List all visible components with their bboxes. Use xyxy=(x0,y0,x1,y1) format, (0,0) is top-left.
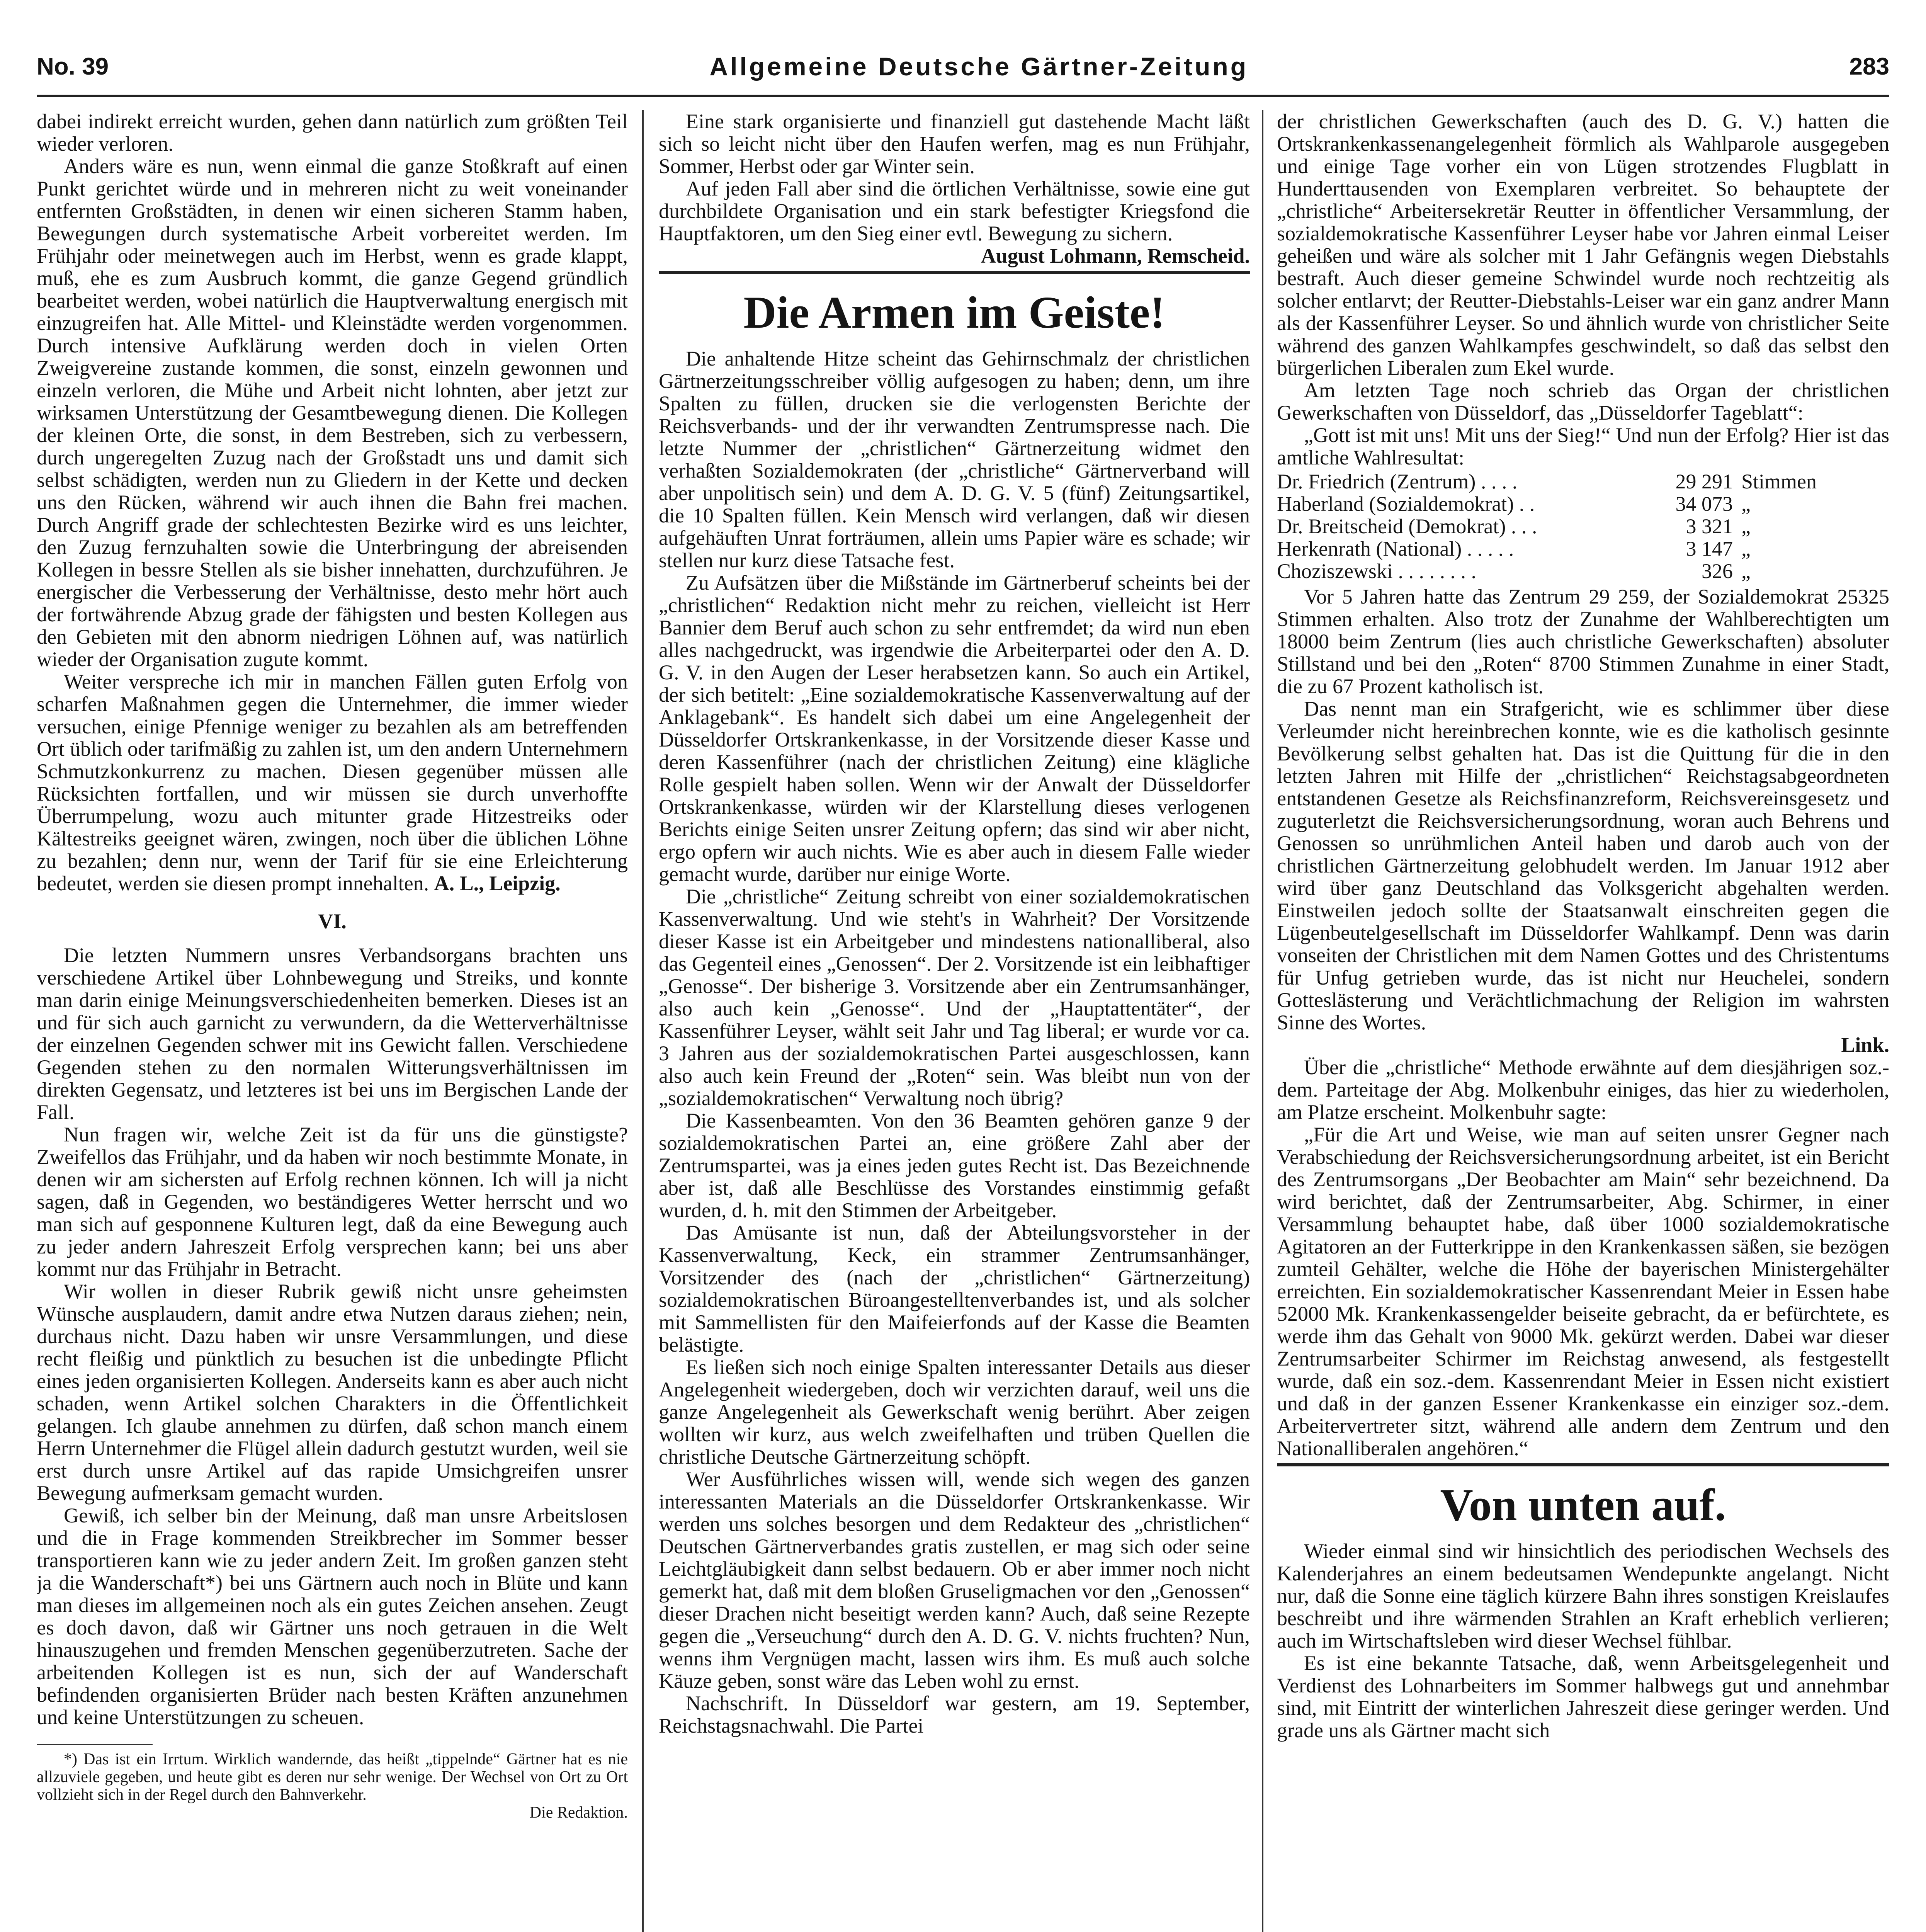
section-number: VI. xyxy=(318,910,347,933)
paragraph: Wieder einmal sind wir hinsichtlich des periodischen Wechsels des Kalenderjahres an einem bedeutsamen Wendepunkte angelangt. Nicht nur, daß die Sonne eine täglich kürzere Bahn ihres sonstigen Kreislaufes beschreibt und ihre wärmenden Strahlen an Kraft erheblich verlieren; auch im Wirtschaftsleben wird dieser Wechsel fühlbar. xyxy=(1277,1539,1889,1652)
column-divider-2 xyxy=(1262,110,1263,1932)
footnote: *) Das ist ein Irrtum. Wirklich wandernde, das heißt „tippelnde“ Gärtner hat es nie allzuviele gegeben, und heute gibt es deren nur sehr wenige. Der Wechsel von Ort zu Ort vollzieht sich in der Regel durch den Bahnverkehr. xyxy=(37,1750,628,1804)
candidate-name: Dr. Breitscheid (Demokrat) . . . xyxy=(1277,515,1537,538)
result-row xyxy=(1277,560,1889,582)
paragraph: Die anhaltende Hitze scheint das Gehirnschmalz der christlichen Gärtnerzeitungsschreiber völlig aufgesogen zu haben; denn, um ihre Spalten zu füllen, drucken sie die verlogensten Berichte der Reichsverbands- und der ihr verwandten Zentrumspresse nach. Die letzte Nummer der „christlichen“ Gärtnerzeitung widmet den verhaßten Sozialdemokraten (der „christliche“ Gärtnerverband will aber unpolitisch sein) und dem A. D. G. V. 5 (fünf) Zeitungsartikel, die 10 Spalten füllen. Kein Mensch wird verlangen, daß wir diesen aufgehäuften Unrat forträumen, allein ums Papier wäre es schade; wir stellen nur kurz diese Tatsache fest. xyxy=(659,347,1250,572)
paragraph: der christlichen Gewerkschaften (auch des D. G. V.) hatten die Ortskrankenkassenangelegenheit förmlich als Wahlparole ausgegeben und einige Tage vorher ein von Lügen strotzendes Flugblatt in Hunderttausenden von Exemplaren verbreitet. So behauptete der „christliche“ Arbeitersekretär Reutter in öffentlicher Versammlung, der sozialdemokratische Kassenführer Leyser habe vor Jahren einmal Leiser geheißen und wäre als solcher mit 1 Jahr Gefängnis wegen Diebstahls bestraft. Auch dieser gemeine Schwindel wurde noch rechtzeitig als solcher entlarvt; der Reutter-Diebstahls-Leiser war ein ganz andrer Mann als der Kassenführer Leyser. So und ähnlich wurde von christlicher Seite während des ganzen Wahlkampfes geschwindelt, so daß das selbst den bürgerlichen Liberalen zum Ekel wurde. xyxy=(1277,110,1889,379)
paragraph: Auf jeden Fall aber sind die örtlichen Verhältnisse, sowie eine gut durchbildete Organisation und ein stark befestigter Kriegsfond die Hauptfaktoren, um den Sieg einer evtl. Bewegung zu sichern. xyxy=(659,177,1250,245)
paragraph-text: Weiter verspreche ich mir in manchen Fällen guten Erfolg von scharfen Maßnahmen gegen die Unternehmer, die immer wieder versuchen, einige Pfennige weniger zu bezahlen als am betreffenden Ort üblich oder tarifmäßig zu zahlen ist, um den andern Unternehmern Schmutzkonkurrenz zu machen. Diesen gegenüber müssen alle Rücksichten fortfallen, und wir müssen sie durch unverhoffte Überrumpelung, wozu auch mitunter grade Hitzestreiks oder Kältestreiks geeignet wären, zwingen, noch über die üblichen Löhne zu bezahlen; denn nur, wenn der Tarif für sie eine Erleichterung bedeutet, werden sie diesen prompt innehalten. xyxy=(37,670,628,895)
paragraph: dabei indirekt erreicht wurden, gehen dann natürlich zum größten Teil wieder verloren. xyxy=(37,110,628,155)
paragraph xyxy=(37,670,628,895)
vote-unit: „ xyxy=(1741,560,1751,583)
article-title: Die Armen im Geiste! xyxy=(743,287,1165,338)
candidate-name: Dr. Friedrich (Zentrum) . . . . xyxy=(1277,470,1518,493)
candidate-name: Herkenrath (National) . . . . . xyxy=(1277,537,1514,560)
column-3 xyxy=(1277,110,1889,1932)
paragraph: Gewiß, ich selber bin der Meinung, daß man unsre Arbeitslosen und die in Frage kommenden Streikbrecher im Sommer besser transportieren kann wie zu jeder andern Zeit. Im großen ganzen steht ja die Wanderschaft*) bei uns Gärtnern auch noch in Blüte und kann man dieses im allgemeinen noch als ein gutes Zeichen ansehen. Zeugt es doch davon, daß wir Gärtner uns noch getrauen in die Welt hinauszugehen und fremden Menschen gegenüberzutreten. Sache der arbeitenden Kollegen ist es nun, sich der auf Wanderschaft befindenden organisierten Brüder nach besten Kräften anzunehmen und keine Unterstützungen zu scheuen. xyxy=(37,1504,628,1729)
result-row xyxy=(1277,493,1889,515)
paragraph: Über die „christliche“ Methode erwähnte auf dem diesjährigen soz.-dem. Parteitage der Abg. Molkenbuhr einiges, das hier zu wiederholen, am Platze erscheint. Molkenbuhr sagte: xyxy=(1277,1056,1889,1124)
result-row xyxy=(1277,470,1889,493)
paragraph: Es ließen sich noch einige Spalten interessanter Details aus dieser Angelegenheit wiedergeben, doch wir verzichten darauf, weil uns die ganze Angelegenheit als Gewerkschaft wenig berührt. Aber zeigen wollten wir kurz, aus welch zweifelhaften und trüben Quellen die christliche Deutsche Gärtnerzeitung schöpft. xyxy=(659,1355,1250,1468)
paragraph: Die „christliche“ Zeitung schreibt von einer sozialdemokratischen Kassenverwaltung. Und wie steht's in Wahrheit? Der Vorsitzende dieser Kasse ist ein Arbeitgeber und mindestens nationalliberal, also das Gegenteil eines „Genossen“. Der 2. Vorsitzende ist ein leibhaftiger „Genosse“. Der bisherige 3. Vorsitzende aber ein Zentrumsanhänger, also auch kein „Genosse“. Und der „Hauptattentäter“, der Kassenführer Leyser, wählt seit Jahr und Tag liberal; er wurde vor ca. 3 Jahren aus der sozialdemokratischen Partei ausgeschlossen, kann also auch kein Freund der „Roten“ sein. Was bleibt nun von der „sozialdemokratischen“ Verwaltung noch übrig? xyxy=(659,885,1250,1110)
paragraph: Das nennt man ein Strafgericht, wie es schlimmer über diese Verleumder nicht hereinbrechen konnte, wie es die katholisch gesinnte Bevölkerung selbst gehalten hat. Das ist die Quittung für die in den letzten Jahren mit Hilfe der „christlichen“ Reichstagsabgeordneten entstandenen Gesetze als Reichsfinanzreform, Reichsvereinsgesetz und zuguterletzt die Reichsversicherungsordnung, woran auch Behrens und Genossen so unrühmlichen Anteil haben und darob auch von der christlichen Gärtnerzeitung gelobhudelt werden. Im Januar 1912 aber wird über ganz Deutschland das Volksgericht abgehalten werden. Einstweilen jedoch sollte der Staatsanwalt einschreiten gegen die Lügenbeutelgesellschaft im Düsseldorfer Wahlkampf. Denn was darin vonseiten der Christlichen mit dem Namen Gottes und des Christentums für Unfug getrieben wurde, das ist nicht nur Heuchelei, sondern Gotteslästerung und Verächtlichmachung der Religion im wahrsten Sinne des Wortes. xyxy=(1277,697,1889,1034)
column-2 xyxy=(659,110,1250,1932)
vote-unit: Stimmen xyxy=(1741,470,1817,493)
vote-count: 34 073 xyxy=(1675,492,1733,515)
newspaper-title: Allgemeine Deutsche Gärtner-Zeitung xyxy=(709,52,1249,81)
paragraph: Am letzten Tage noch schrieb das Organ der christlichen Gewerkschaften von Düsseldorf, das „Düsseldorfer Tageblatt“: xyxy=(1277,379,1889,424)
paragraph: Zu Aufsätzen über die Mißstände im Gärtnerberuf scheints bei der „christlichen“ Redaktion nicht mehr zu reichen, vielleicht ist Herr Bannier dem Beruf auch schon zu sehr entfremdet; da wird nun eben alles nachgedruckt, was irgendwie die Arbeiterpartei oder den A. D. G. V. in den Augen der Leser herabsetzen kann. So auch ein Artikel, der sich betitelt: „Eine sozialdemokratische Kassenverwaltung auf der Anklagebank“. Es handelt sich dabei um eine Angelegenheit der Düsseldorfer Ortskrankenkasse, in der Vorsitzende dieser Kasse und deren Kassenführer (nach der christlichen Zeitung) eine klägliche Rolle gespielt haben sollen. Wenn wir der Anwalt der Düsseldorfer Ortskrankenkasse, würden wir der Klarstellung dieses verlogenen Berichts einige Seiten unsrer Zeitung opfern; das sind wir aber nicht, ergo opfern wir auch nichts. Wie es aber auch in diesem Falle wieder gemacht wurde, darüber nur einige Worte. xyxy=(659,571,1250,886)
article-rule xyxy=(1277,1463,1889,1466)
paragraph: Das Amüsante ist nun, daß der Abteilungsvorsteher in der Kassenverwaltung, Keck, ein strammer Zentrumsanhänger, Vorsitzender des (nach der „christlichen“ Gärtnerzeitung) sozialdemokratischen Büroangestelltenverbandes ist, und als solcher mit Sammellisten für den Maifeierfonds auf der Kasse die Beamten belästigte. xyxy=(659,1221,1250,1356)
paragraph: Vor 5 Jahren hatte das Zentrum 29 259, der Sozialdemokrat 25325 Stimmen erhalten. Also trotz der Zunahme der Wahlberechtigten um 18000 beim Zentrum (lies auch christliche Gewerkschaften) absoluter Stillstand und bei den „Roten“ 8700 Stimmen Zunahme in einer Stadt, die zu 67 Prozent katholisch ist. xyxy=(1277,585,1889,698)
page-number: 283 xyxy=(1849,53,1889,80)
article-title: Von unten auf. xyxy=(1440,1480,1726,1530)
result-row xyxy=(1277,537,1889,560)
paragraph: Nun fragen wir, welche Zeit ist da für uns die günstigste? Zweifellos das Frühjahr, und da haben wir noch bestimmte Monate, in denen wir am sichersten auf Erfolg rechnen können. Ich will ja nicht sagen, daß in Gegenden, wo beständigeres Wetter herrscht und wo man sich auf gesponnene Kulturen legt, daß da eine Bewegung auch zu jeder andern Jahreszeit Erfolg versprechen kann; bei uns aber kommt nur das Frühjahr in Betracht. xyxy=(37,1123,628,1281)
vote-unit: „ xyxy=(1741,537,1751,560)
candidate-name: Haberland (Sozialdemokrat) . . xyxy=(1277,492,1535,515)
author-signature: Link. xyxy=(1841,1033,1889,1056)
footnote-signature: Die Redaktion. xyxy=(529,1804,628,1821)
header-rule xyxy=(37,95,1889,97)
vote-unit: „ xyxy=(1741,515,1751,538)
author-signature: August Lohmann, Remscheid. xyxy=(981,244,1250,267)
quotation: „Für die Art und Weise, wie man auf seiten unsrer Gegner nach Verabschiedung der Reichsversicherungsordnung arbeitet, ist ein Bericht des Zentrumsorgans „Der Beobachter am Main“ sehr bezeichnend. Da wird berichtet, daß der Zentrumsarbeiter, Abg. Schirmer, in einer Versammlung behauptet habe, daß über 1000 sozialdemokratische Agitatoren an der Futterkrippe in den Krankenkassen säßen, sie bezögen zumteil Gehälter, welche die Höhe der bayerischen Ministergehälter erreichten. Ein sozialdemokratischer Kassenrendant Meier in Essen habe 52000 Mk. Krankenkassengelder beiseite gebracht, da er befürchtete, es werde ihm das Gehalt von 9000 Mk. gekürzt werden. Dabei war dieser Zentrumsarbeiter Schirmer im Reichstag anwesend, als festgestellt wurde, daß ein soz.-dem. Kassenrendant Meier in Essen nicht existiert und daß in der ganzen Essener Krankenkasse ein einziger soz.-dem. Arbeitervertreter sitzt, während alle andern dem Zentrum und den Nationalliberalen angehören.“ xyxy=(1277,1123,1889,1460)
column-divider-1 xyxy=(642,110,644,1932)
paragraph: Es ist eine bekannte Tatsache, daß, wenn Arbeitsgelegenheit und Verdienst des Lohnarbeiters im Sommer halbwegs gut und annehmbar sind, mit Eintritt der winterlichen Jahreszeit diese geringer werden. Und grade uns als Gärtner macht sich xyxy=(1277,1651,1889,1742)
candidate-name: Choziszewski . . . . . . . . xyxy=(1277,560,1476,583)
paragraph: „Gott ist mit uns! Mit uns der Sieg!“ Und nun der Erfolg? Hier ist das amtliche Wahlresultat: xyxy=(1277,423,1889,469)
page-header xyxy=(37,43,1889,90)
column-1 xyxy=(37,110,628,1932)
vote-count: 326 xyxy=(1702,560,1733,583)
footnote-rule xyxy=(37,1744,153,1745)
paragraph: Eine stark organisierte und finanziell gut dastehende Macht läßt sich so leicht nicht über den Haufen werfen, mag es nun Frühjahr, Sommer, Herbst oder gar Winter sein. xyxy=(659,110,1250,178)
vote-count: 3 321 xyxy=(1686,515,1733,538)
vote-count: 3 147 xyxy=(1686,537,1733,560)
paragraph: Wir wollen in dieser Rubrik gewiß nicht unsre geheimsten Wünsche ausplaudern, damit andre etwa Nutzen daraus ziehen; nein, durchaus nicht. Dazu haben wir unsre Versammlungen, und diese recht fleißig und pünktlich zu besuchen ist die unbedingte Pflicht eines jeden organisierten Kollegen. Anderseits kann es aber auch nicht schaden, wenn Artikel solchen Charakters in die Öffentlichkeit gelangen. Ich glaube annehmen zu dürfen, daß schon manch einem Herrn Unternehmer die Flügel allein dadurch gestutzt wurden, weil sie erst durch unsre Artikel auf das rapide Umsichgreifen unsrer Bewegung aufmerksam gemacht wurden. xyxy=(37,1280,628,1505)
paragraph: Anders wäre es nun, wenn einmal die ganze Stoßkraft auf einen Punkt gerichtet würde und in mehreren nicht zu weit voneinander entfernten Großstädten, in denen wir einen sicheren Stamm haben, Bewegungen durch systematische Arbeit vorbereitet werden. Im Frühjahr oder meinetwegen auch im Herbst, wenn es grade klappt, muß, ehe es zum Ausbruch kommt, die ganze Gegend gründlich bearbeitet werden, wobei natürlich die Hauptverwaltung energisch mit einzugreifen hat. Alle Mittel- und Kleinstädte werden vorgenommen. Durch intensive Aufklärung werden doch in vielen Orten Zweigvereine zustande kommen, die sonst, einzeln gewonnen und einzeln verloren, die Mühe und Arbeit nicht lohnten, aber jetzt zur wirksamen Unterstützung der Gesamtbewegung dienen. Die Kollegen der kleinen Orte, die sonst, in dem Bestreben, sich zu verbessern, durch ungeregelten Zuzug nach der Großstadt uns und damit sich selbst schädigten, werden nun zu Gliedern in der Kette und decken uns den Rücken, während wir auch ihnen die Bahn frei machen. Durch Angriff grade der schlechtesten Bezirke wird es uns leichter, den Zuzug fernzuhalten sowie die Unterbringung der abreisenden Kollegen in bessre Stellen als sie bisher innehatten, durchzuführen. Je energischer die Verbesserung der Verhältnisse, desto mehr hört auch der fortwährende Abzug grade der fähigsten und besten Kollegen aus den Gebieten mit den abnorm niedrigen Löhnen auf, was natürlich wieder der Organisation zugute kommt. xyxy=(37,155,628,671)
election-results xyxy=(1277,470,1889,582)
author-signature: A. L., Leipzig. xyxy=(434,872,561,895)
result-row xyxy=(1277,515,1889,537)
paragraph: Die Kassenbeamten. Von den 36 Beamten gehören ganze 9 der sozialdemokratischen Partei an, eine größere Zahl aber der Zentrumspartei, was ja eines jeden gutes Recht ist. Das Bezeichnende aber ist, daß alle Beschlüsse des Vorstandes einstimmig gefaßt wurden, d. h. mit den Stimmen der Arbeitgeber. xyxy=(659,1109,1250,1222)
paragraph: Nachschrift. In Düsseldorf war gestern, am 19. September, Reichstagsnachwahl. Die Partei xyxy=(659,1692,1250,1737)
article-rule xyxy=(659,271,1250,274)
issue-number: No. 39 xyxy=(37,53,109,80)
vote-count: 29 291 xyxy=(1675,470,1733,493)
paragraph: Wer Ausführliches wissen will, wende sich wegen des ganzen interessanten Materials an die Düsseldorfer Ortskrankenkasse. Wir werden uns solches besorgen und dem Redakteur des „christlichen“ Deutschen Gärtnerverbandes gratis zustellen, er mag sich oder seine Leichtgläubigkeit dann selbst bedauern. Ob er aber immer noch nicht gemerkt hat, daß mit dem bloßen Gruseligmachen vor den „Genossen“ dieser Drachen nicht beseitigt werden kann? Auch, daß seine Rezepte gegen die „Verseuchung“ durch den A. D. G. V. nichts fruchten? Nun, wenns ihm Vergnügen macht, lassen wirs ihm. Es muß auch solche Käuze geben, sonst wäre das Leben wohl zu ernst. xyxy=(659,1468,1250,1692)
paragraph: Die letzten Nummern unsres Verbandsorgans brachten uns verschiedene Artikel über Lohnbewegung und Streiks, und konnte man darin einige Meinungsverschiedenheiten bemerken. Dieses ist an und für sich auch garnicht zu verwundern, da die Wetterverhältnisse der einzelnen Gegenden schwer mit ins Gewicht fallen. Verschiedene Gegenden stehen zu den normalen Witterungsverhältnissen im direkten Gegensatz, und letzteres ist bei uns im Bergischen Lande der Fall. xyxy=(37,944,628,1124)
vote-unit: „ xyxy=(1741,492,1751,515)
